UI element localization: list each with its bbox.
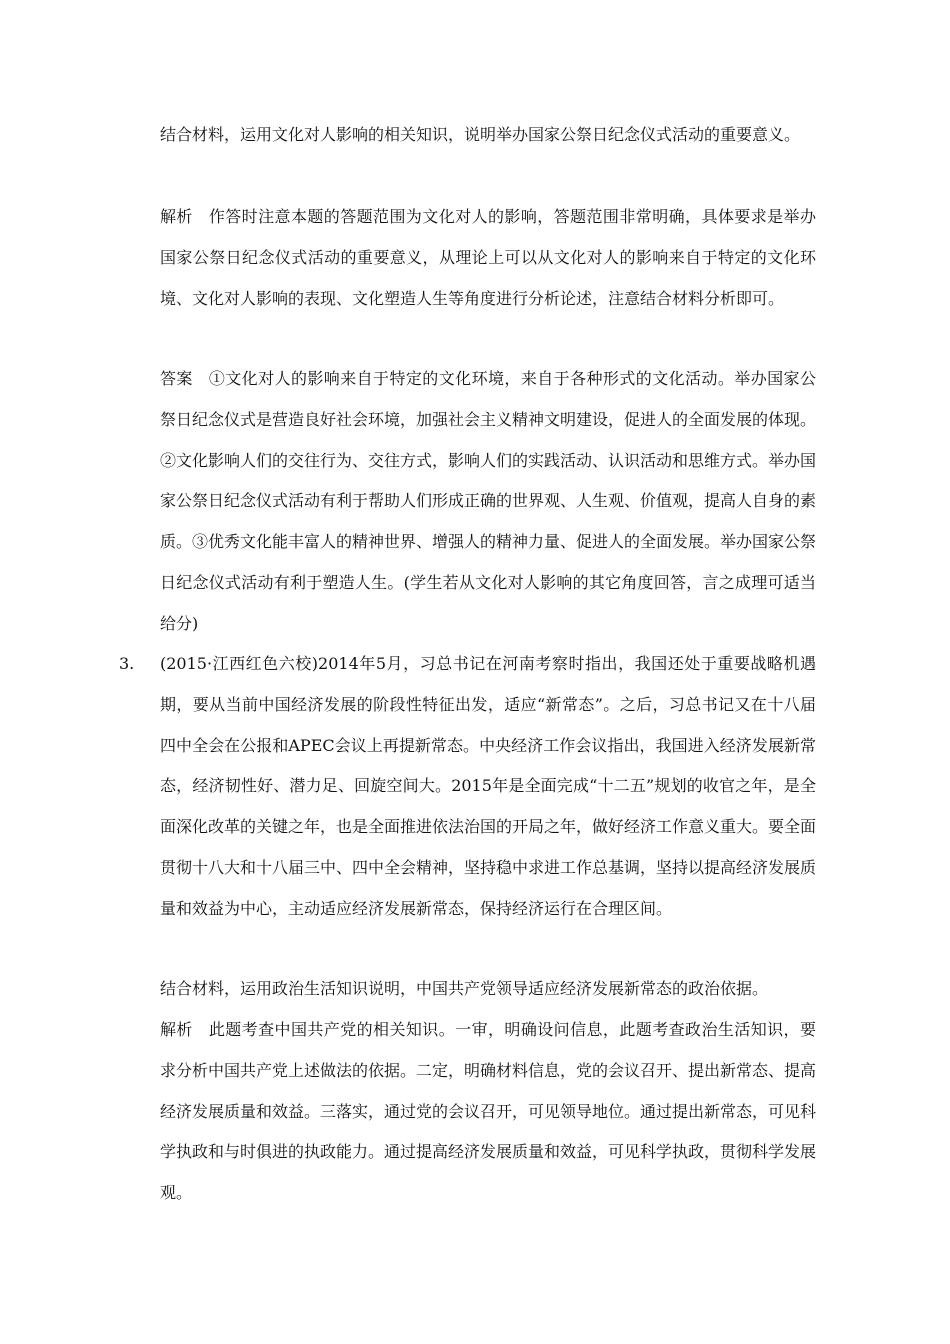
q2-analysis-text: 作答时注意本题的答题范围为文化对人的影响，答题范围非常明确，具体要求是举办国家公祭日纪念仪式活动的重要意义，从理论上可以从文化对人的影响来自于特定的文化环境、文化对人影响的表现、文化塑造人生等角度进行分析论述，注意结合材料分析即可。 [160, 207, 816, 308]
q3-analysis-label: 解析 [160, 1020, 193, 1039]
q2-answer-text: ①文化对人的影响来自于特定的文化环境，来自于各种形式的文化活动。举办国家公祭日纪念仪式是营造良好社会环境，加强社会主义精神文明建设，促进人的全面发展的体现。②文化影响人们的交往行为、交往方式，影响人们的实践活动、认识活动和思维方式。举办国家公祭日纪念仪式活动有利于帮助人们形成正确的世界观、人生观、价值观，提高人自身的素质。③优秀文化能丰富人的精神世界、增强人的精神力量、促进人的全面发展。举办国家公祭日纪念仪式活动有利于塑造人生。(学生若从文化对人影响的其它角度回答，言之成理可适当给分) [160, 369, 817, 633]
q2-analysis [160, 197, 816, 319]
q3-material [119, 644, 817, 930]
q3-number: 3. [119, 654, 135, 673]
q3-analysis-text: 此题考查中国共产党的相关知识。一审，明确设问信息，此题考查政治生活知识，要求分析中国共产党上述做法的依据。二定，明确材料信息，党的会议召开、提出新常态、提高经济发展质量和效益。三落实，通过党的会议召开，可见领导地位。通过提出新常态，可见科学执政和与时俱进的执政能力。通过提高经济发展质量和效益，可见科学执政，贯彻科学发展观。 [160, 1020, 817, 1203]
q3-material-text: (2015·江西红色六校)2014年5月，习总书记在河南考察时指出，我国还处于重要战略机遇期，要从当前中国经济发展的阶段性特征出发，适应“新常态”。之后，习总书记又在十八届四中全会在公报和APEC会议上再提新常态。中央经济工作会议指出，我国进入经济发展新常态，经济韧性好、潜力足、回旋空间大。2015年是全面完成“十二五”规划的收官之年，是全面深化改革的关键之年，也是全面推进依法治国的开局之年，做好经济工作意义重大。要全面贯彻十八大和十八届三中、四中全会精神，坚持稳中求进工作总基调，坚持以提高经济发展质量和效益为中心，主动适应经济发展新常态，保持经济运行在合理区间。 [160, 654, 817, 918]
q2-question-text: 结合材料，运用文化对人影响的相关知识，说明举办国家公祭日纪念仪式活动的重要意义。 [160, 125, 801, 144]
q3-question [160, 969, 816, 1010]
q2-analysis-label: 解析 [160, 207, 193, 226]
q2-question [160, 115, 816, 156]
q3-analysis [160, 1010, 816, 1214]
q3-question-text: 结合材料，运用政治生活知识说明，中国共产党领导适应经济发展新常态的政治依据。 [160, 979, 769, 998]
q2-answer [160, 359, 816, 645]
q2-answer-label: 答案 [160, 369, 193, 388]
